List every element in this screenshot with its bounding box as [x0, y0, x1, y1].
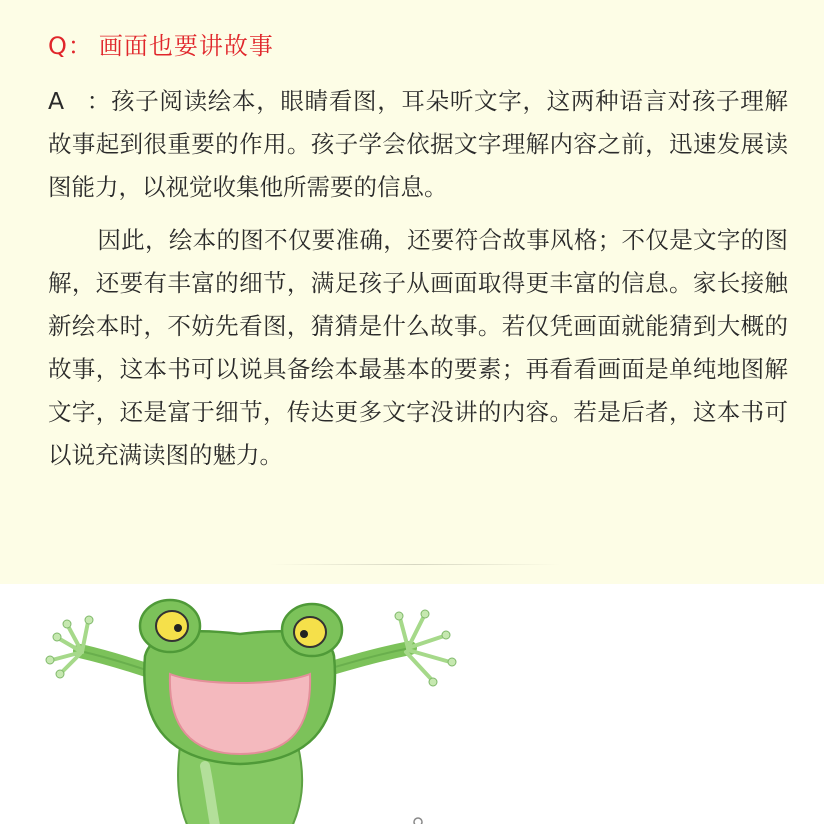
question-text: 画面也要讲故事: [98, 32, 274, 60]
answer-paragraph-1-text: ：孩子阅读绘本，眼睛看图，耳朵听文字，这两种语言对孩子理解故事起到很重要的作用。孩子学会依据文字理解内容之前，迅速发展读图能力，以视觉收集他所需要的信息。: [48, 87, 788, 201]
question-label: Q：: [48, 32, 93, 60]
answer-body: [48, 80, 788, 477]
question-heading: [48, 28, 274, 64]
answer-paragraph-1: [48, 80, 788, 209]
frog-illustration: [40, 596, 470, 824]
answer-paragraph-2: 因此，绘本的图不仅要准确，还要符合故事风格；不仅是文字的图解，还要有丰富的细节，满足孩子从画面取得更丰富的信息。家长接触新绘本时，不妨先看图，猜猜是什么故事。若仅凭画面就能猜到大概的故事，这本书可以说具备绘本最基本的要素；再看看画面是单纯地图解文字，还是富于细节，传达更多文字没讲的内容。若是后者，这本书可以说充满读图的魅力。: [48, 226, 788, 469]
divider-line: [270, 564, 560, 565]
answer-label: A: [48, 87, 65, 115]
frog-icon: [40, 596, 470, 824]
